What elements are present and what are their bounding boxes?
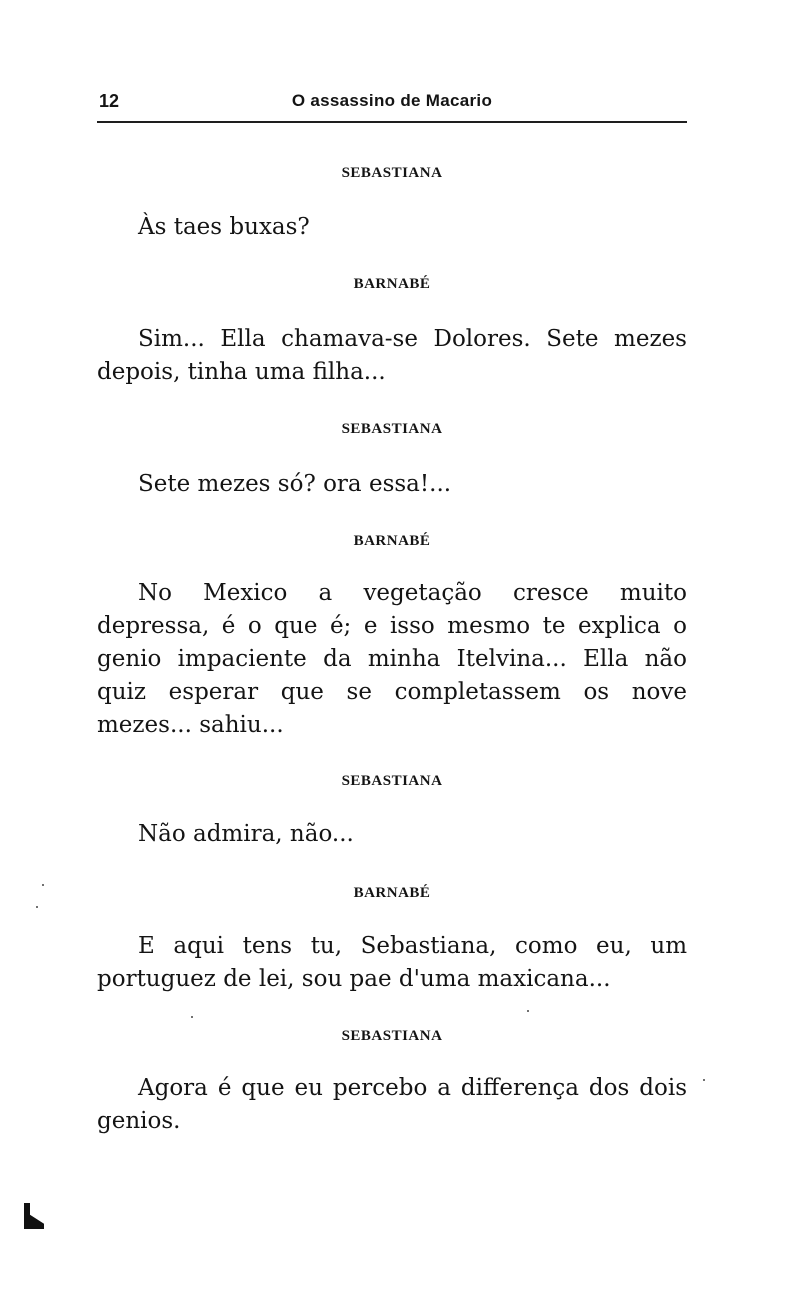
speaker-name: SEBASTIANA bbox=[341, 165, 443, 181]
scan-speck bbox=[527, 1010, 529, 1012]
speech-text: Sim... Ella chamava-se Dolores. Sete mezes depois, tinha uma filha... bbox=[97, 326, 687, 385]
speaker-name: SEBASTIANA bbox=[341, 421, 443, 437]
scan-speck bbox=[703, 1079, 705, 1081]
speech-text: E aqui tens tu, Sebastiana, como eu, um portuguez de lei, sou pae d'uma maxicana... bbox=[97, 933, 687, 992]
speaker-name: BARNABÉ bbox=[353, 533, 431, 549]
speaker-name: BARNABÉ bbox=[353, 276, 431, 292]
scan-corner-mark bbox=[24, 1203, 44, 1229]
speech-text: Não admira, não... bbox=[138, 821, 354, 847]
speech-text: Agora é que eu percebo a differença dos dois genios. bbox=[97, 1075, 687, 1134]
speech-text: Às taes buxas? bbox=[138, 214, 310, 240]
speaker-name: SEBASTIANA bbox=[341, 1028, 443, 1044]
scan-speck bbox=[36, 906, 38, 908]
scan-speck bbox=[42, 884, 44, 886]
page-number: 12 bbox=[99, 91, 120, 111]
speech-text: No Mexico a vegetação cresce muito depressa, é o que é; e isso mesmo te explica o genio impaciente da minha Itelvina... Ella não quiz esperar que se completassem os nove mezes... sahiu... bbox=[97, 580, 687, 738]
speech-text: Sete mezes só? ora essa!... bbox=[138, 471, 452, 497]
running-title: O assassino de Macario bbox=[291, 91, 493, 110]
scan-speck bbox=[191, 1016, 193, 1018]
header-divider bbox=[97, 121, 687, 123]
page-header bbox=[97, 86, 687, 116]
speaker-name: BARNABÉ bbox=[353, 885, 431, 901]
speaker-name: SEBASTIANA bbox=[341, 773, 443, 789]
